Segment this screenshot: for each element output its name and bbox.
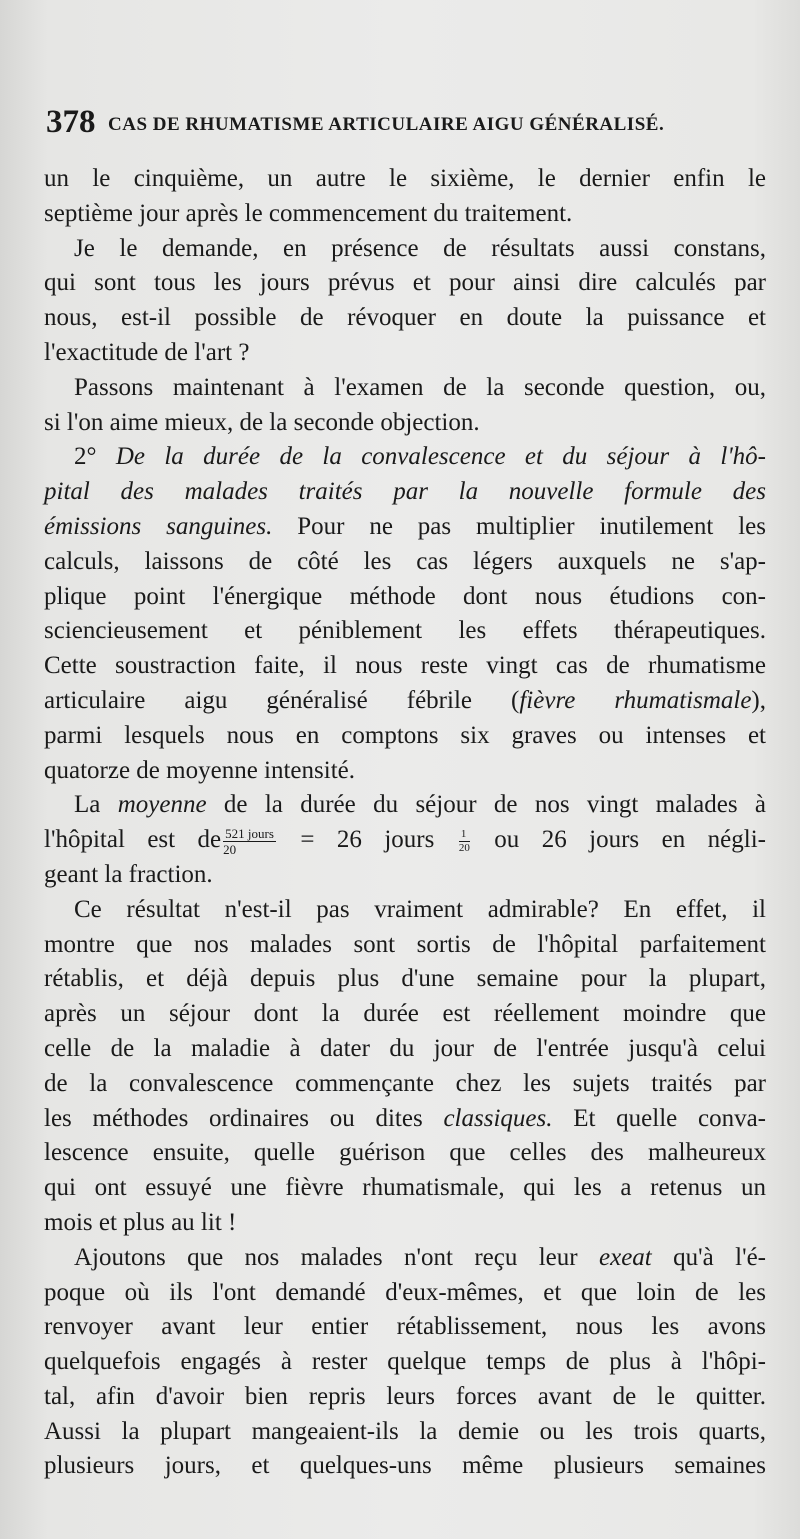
text-line: l'exactitude de l'art ? — [44, 338, 250, 366]
fraction-numerator: 521 jours — [225, 825, 274, 841]
text-line: mois et plus au lit ! — [44, 1208, 237, 1236]
text-line: poque où ils l'ont demandé d'eux-mêmes, et que loin de les — [44, 1278, 766, 1306]
text-line: si l'on aime mieux, de la seconde objection. — [44, 408, 480, 436]
running-title: CAS DE RHUMATISME ARTICULAIRE AIGU GÉNÉRALISÉ. — [108, 114, 665, 135]
text-line: un le cinquième, un autre le sixième, le dernier enfin le — [44, 165, 766, 192]
text-line: Je le demande, en présence de résultats aussi constans, — [74, 234, 766, 262]
text-line: plusieurs jours, et quelques-uns même plusieurs semaines — [44, 1452, 766, 1480]
italic-run: fièvre rhumatismale — [519, 686, 752, 714]
text-line — [44, 684, 766, 719]
text-line: Passons maintenant à l'examen de la seconde question, ou, — [74, 373, 766, 401]
text-run: l'hôpital est de — [44, 826, 222, 854]
page-header — [46, 102, 770, 142]
italic-run: classiques. — [443, 1104, 553, 1132]
fraction — [459, 829, 470, 854]
text-line: Cette soustraction faite, il nous reste vingt cas de rhumatisme — [44, 652, 766, 680]
text-line — [44, 440, 766, 475]
text-line — [44, 1102, 766, 1137]
text-line: sciencieusement et péniblement les effets thérapeutiques. — [44, 617, 766, 645]
text-run: ), — [751, 686, 766, 714]
text-run: Ajoutons que nos malades n'ont reçu leur — [74, 1243, 599, 1271]
text-line: tal, afin d'avoir bien repris leurs forces avant de le quitter. — [44, 1382, 766, 1410]
italic-run: exeat — [599, 1243, 652, 1271]
text-line: celle de la maladie à dater du jour de l'entrée jusqu'à celui — [44, 1034, 766, 1062]
text-line: quelquefois engagés à rester quelque temps de plus à l'hôpi- — [44, 1348, 766, 1376]
text-line — [44, 823, 766, 858]
text-line — [44, 510, 766, 545]
italic-run: moyenne — [117, 791, 207, 819]
text-line: nous, est-il possible de révoquer en doute la puissance et — [44, 304, 766, 332]
text-line: de la convalescence commençante chez les sujets traités par — [44, 1069, 766, 1097]
text-line: rétablis, et déjà depuis plus d'une semaine pour la plupart, — [44, 965, 766, 993]
text-line: Ce résultat n'est-il pas vraiment admirable? En effet, il — [74, 895, 766, 923]
fraction-denominator: 20 — [223, 841, 237, 857]
text-run: de la durée du séjour de nos vingt malades à — [206, 791, 766, 819]
text-line: calculs, laissons de côté les cas légers auxquels ne s'ap- — [44, 547, 766, 575]
page-number: 378 — [46, 104, 96, 140]
text-run: ou 26 jours en négli- — [471, 826, 766, 854]
fraction-denominator: 20 — [458, 841, 470, 854]
fraction-numerator: 1 — [459, 829, 470, 842]
body-text — [44, 162, 766, 1484]
text-line: quatorze de moyenne intensité. — [44, 756, 355, 784]
text-line: qui ont essuyé une fièvre rhumatismale, qui les a retenus un — [44, 1174, 766, 1202]
text-run: les méthodes ordinaires ou dites — [44, 1104, 444, 1132]
text-line: septième jour après le commencement du traitement. — [44, 199, 573, 227]
fraction — [223, 827, 276, 856]
text-line: montre que nos malades sont sortis de l'hôpital parfaitement — [44, 930, 766, 958]
text-line: qui sont tous les jours prévus et pour ainsi dire calculés par — [44, 269, 766, 297]
italic-run: De la durée de la convalescence et du séjour à l'hô- — [115, 443, 766, 471]
text-line: Aussi la plupart mangeaient-ils la demie ou les trois quarts, — [44, 1417, 766, 1445]
text-line: geant la fraction. — [44, 860, 213, 888]
text-run: = 26 jours — [277, 826, 457, 854]
text-run: qu'à l'é- — [651, 1243, 766, 1271]
text-run: 2° — [74, 443, 116, 471]
text-run: articulaire aigu généralisé fébrile ( — [44, 686, 520, 714]
text-line — [44, 475, 766, 510]
text-line — [44, 788, 766, 823]
text-run: Et quelle conva- — [552, 1104, 766, 1132]
text-line — [44, 1241, 766, 1276]
text-line: lescence ensuite, quelle guérison que celles des malheureux — [44, 1139, 766, 1167]
text-line: renvoyer avant leur entier rétablissement, nous les avons — [44, 1313, 766, 1341]
text-run: Pour ne pas multiplier inutilement les — [272, 512, 766, 540]
text-line: après un séjour dont la durée est réellement moindre que — [44, 1000, 766, 1028]
italic-run: pital des malades traités par la nouvelle formule des — [44, 478, 766, 506]
text-line: plique point l'énergique méthode dont nous étudions con- — [44, 582, 766, 610]
text-line: parmi lesquels nous en comptons six graves ou intenses et — [44, 721, 766, 749]
italic-run: émissions sanguines. — [44, 512, 273, 540]
text-run: La — [74, 791, 118, 819]
